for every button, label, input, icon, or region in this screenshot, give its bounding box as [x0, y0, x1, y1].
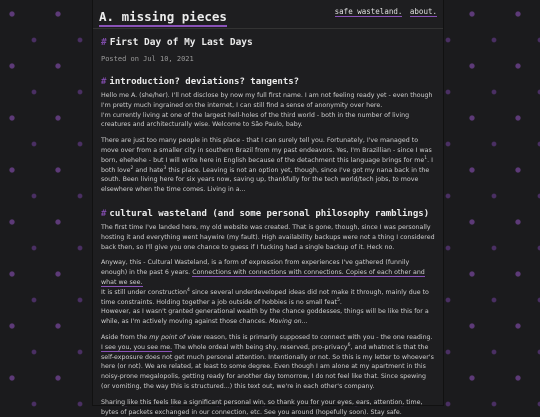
footnote-ref[interactable]: 1 — [424, 155, 428, 161]
post-content — [93, 37, 443, 417]
site-title[interactable]: A. missing pieces — [99, 10, 227, 27]
nav-link-safe-wasteland[interactable]: safe wasteland. — [334, 7, 403, 16]
nav-link-about[interactable]: about. — [409, 7, 437, 16]
paragraph-closing: Sharing like this feels like a significant personal win, so thank you for your eyes, ears, attention, time, bytes of packets exchanged in our connection, etc. See you around (hopefully soon). Stay safe. — [101, 398, 423, 416]
paragraph-aside: Aside from the my point of view reason, this is primarily supposed to connect with you - the one reading. I see you, you see me. The whole ordeal with being shy, reserved, pro-privacy$^6$, and whatnot is that the self-exposure does not get much personal attention. Intentionally or not. So this is my letter to whoever's here (or not). We are related, at least to some degree. Even though I am alone at my apartment in this noisy-prone megalopolis, getting ready for another day tomorrow, I do not feel like that. Since spewing (or vomiting, the way this is structured...) this text out, we're in each other's company. — [101, 333, 434, 390]
section-heading-introduction: # introduction? deviations? tangents? — [101, 77, 300, 87]
page-frame — [93, 0, 443, 416]
footnote-ref[interactable]: 5 — [336, 297, 340, 303]
site-header — [93, 0, 443, 29]
footnote-ref[interactable]: 2 — [130, 165, 134, 171]
site-nav — [332, 7, 437, 16]
footnote-ref[interactable]: 4 — [186, 287, 190, 293]
heading-hash-mark: # — [101, 208, 107, 219]
paragraph-old-website: The first time I've landed here, my old website was created. That is gone, though, since I was personally hosting it and everything went haywire (my fault). High availability backups were not a thing I considered back then, so I'll give you one chance to guess if I fucking had a single backup of it. Heck no. — [101, 223, 435, 251]
connections-link[interactable]: Connections with connections with connections. Copies of each other and what we see. — [101, 269, 425, 286]
paragraph-intro: Hello me A. (she/her). I'll not disclose by now my full first name. I am not feeling ready yet - even though I'm pretty much ingrained on the internet, I can still find a sense of anonymity over here. I'm currently living at one of the largest hell-holes of the third world - both in the number of living creatures and architecturally wise. Welcome to São Paulo, baby. — [101, 92, 433, 129]
footnote-ref[interactable]: 6 — [347, 342, 351, 348]
paragraph-anyway: Anyway, this - Cultural Wasteland, is a form of expression from experiences I've gathered (funnily enough) in the past 6 years. Connections with connections with connections. Copies of each other and what we see. It is still under construction$^4$ since several underdeveloped ideas did not make it through, mainly due to time constraints. Holding together a job outside of hobbies is no small feat$^5$. However, as I wasn't granted generational wealth by the chance goddesses, things will be like this for a while, as I'm actively moving against those chances. Moving on... — [101, 259, 429, 326]
heading-hash-mark: # — [101, 37, 107, 48]
heading-hash-mark: # — [101, 77, 107, 87]
section-heading-cultural-wasteland: # cultural wasteland (and some personal philosophy ramblings) — [101, 208, 430, 219]
post-title: # First Day of My Last Days — [101, 37, 253, 48]
paragraph-city: There are just too many people in this place - that I can surely tell you. Fortunately, I've managed to move over from a smaller city in southern Brazil from my past endeavors. Yes, I'm Brazillian - since I was born, ehehehe - but I will write here in English because of the detachment this language brings for $me^1$. I both love$^2$ and hate$^3$ this place. Leaving is not an option yet, though, since I've got my nana back in the south. Been living here for six years now, saving up, thankfully for the tech world/tech jobs, to move elsewhere when the time comes. Living in a... — [101, 137, 433, 194]
see-you-link[interactable]: I see you, you see me. — [101, 343, 173, 351]
post-date: Posted on Jul 10, 2021 — [101, 55, 194, 63]
footnote-ref[interactable]: 3 — [163, 165, 167, 171]
